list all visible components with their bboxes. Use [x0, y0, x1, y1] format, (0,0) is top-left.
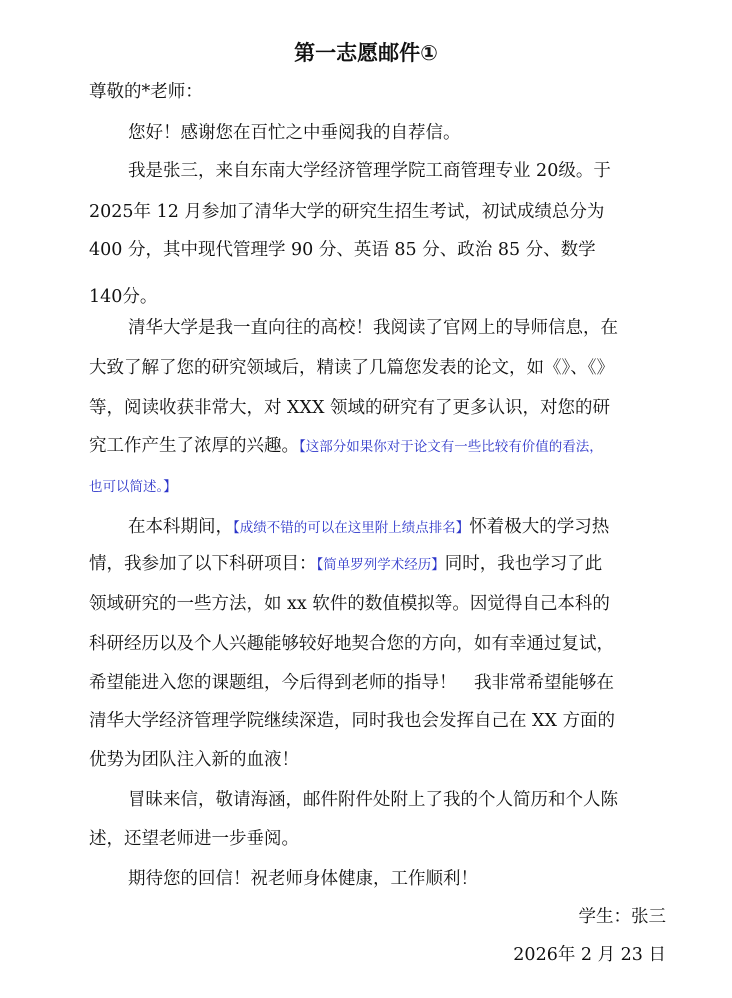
paragraph-line: 期待您的回信！祝老师身体健康，工作顺利！	[128, 869, 478, 889]
paragraph-line	[89, 433, 603, 460]
paragraph-line: 140分。	[89, 287, 158, 307]
page-title: 第一志愿邮件①	[294, 41, 438, 65]
paragraph-line: 我是张三，来自东南大学经济管理学院工商管理专业 20级。于	[128, 161, 611, 181]
paragraph-line: 冒昧来信，敬请海涵，邮件附件处附上了我的个人简历和个人陈	[128, 790, 618, 810]
paragraph-line	[89, 551, 602, 578]
paragraph-line: 2025年 12 月参加了清华大学的研究生招生考试，初试成绩总分为	[89, 202, 605, 222]
instruction-note: 【成绩不错的可以在这里附上绩点排名】	[233, 520, 470, 536]
paragraph-line: 您好！感谢您在百忙之中垂阅我的自荐信。	[128, 123, 461, 143]
paragraph-line: 大致了解了您的研究领域后，精读了几篇您发表的论文，如《》、《》	[89, 358, 614, 378]
paragraph-line	[128, 514, 609, 541]
paragraph-line: 等，阅读收获非常大，对 XXX 领域的研究有了更多认识，对您的研	[89, 398, 610, 418]
instruction-note: 也可以简述。】	[89, 479, 177, 495]
line-text: 情，我参加了以下科研项目：	[89, 554, 317, 574]
line-text: 在本科期间，	[128, 517, 233, 537]
instruction-note: 【这部分如果你对于论文有一些比较有价值的看法，	[299, 439, 603, 455]
paragraph-line: 400 分，其中现代管理学 90 分、英语 85 分、政治 85 分、数学	[89, 240, 596, 260]
letter-date: 2026年 2 月 23 日	[513, 945, 666, 965]
paragraph-line: 科研经历以及个人兴趣能够较好地契合您的方向，如有幸通过复试，	[89, 634, 614, 654]
paragraph-line: 领域研究的一些方法，如 xx 软件的数值模拟等。因觉得自己本科的	[89, 594, 610, 614]
paragraph-line: 述，还望老师进一步垂阅。	[89, 829, 299, 849]
paragraph-line: 清华大学经济管理学院继续深造，同时我也会发挥自己在 XX 方面的	[89, 711, 616, 731]
paragraph-line: 优势为团队注入新的血液！	[89, 750, 299, 770]
line-text: 怀着极大的学习热	[469, 517, 610, 537]
signature: 学生：张三	[578, 907, 666, 927]
instruction-note: 【简单罗列学术经历】	[316, 557, 445, 573]
line-text: 同时，我也学习了此	[444, 554, 603, 574]
paragraph-line: 清华大学是我一直向往的高校！我阅读了官网上的导师信息，在	[128, 318, 618, 338]
paragraph-line	[89, 473, 177, 500]
line-text: 究工作产生了浓厚的兴趣。	[89, 436, 299, 456]
greeting: 尊敬的*老师：	[89, 82, 203, 102]
paragraph-line: 希望能进入您的课题组，今后得到老师的指导！ 我非常希望能够在	[89, 673, 614, 693]
